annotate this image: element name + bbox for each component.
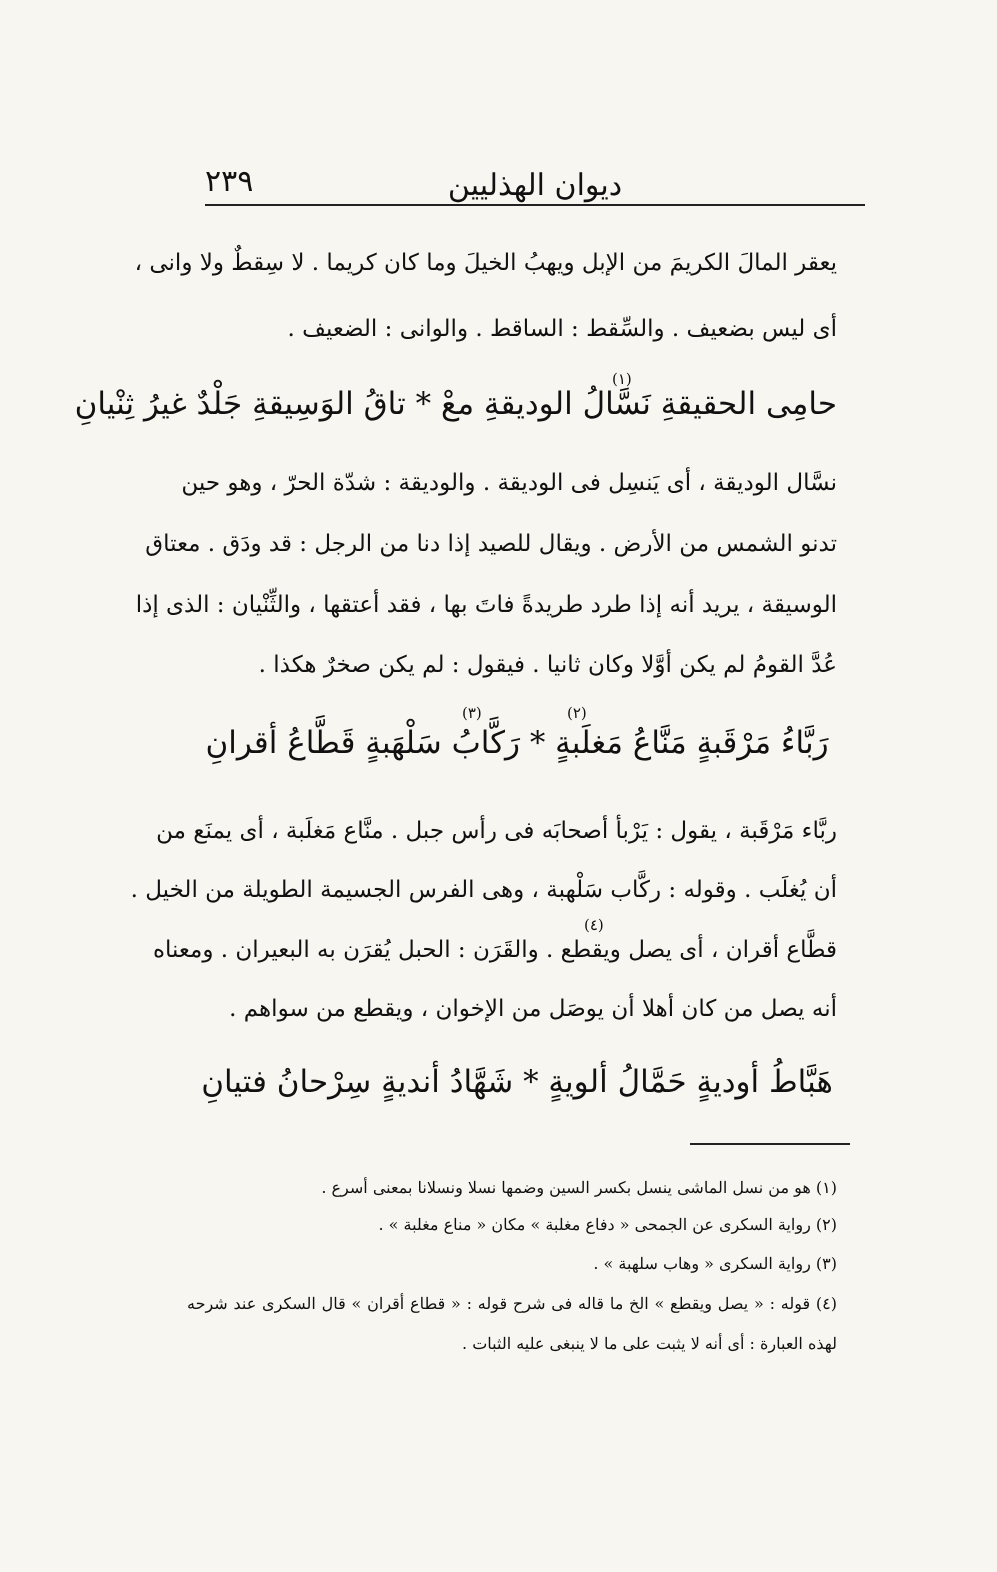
footnote: (٢) رواية السكرى عن الجمحى « دفاع مغلبة » مكان « مناع مغلبة » . xyxy=(378,1215,837,1234)
body-line: أى ليس بضعيف . والسِّقط : الساقط . والوانى : الضعيف . xyxy=(287,316,837,342)
body-line: يعقر المالَ الكريمَ من الإبل ويهبُ الخيلَ وما كان كريما . لا سِقطٌ ولا وانى ، xyxy=(134,250,837,276)
footnote-marker: (١) xyxy=(612,370,632,388)
footnote-marker: (٤) xyxy=(584,916,604,934)
commentary-line: عُدَّ القومُ لم يكن أوَّلا وكان ثانيا . فيقول : لم يكن صخرٌ هكذا . xyxy=(258,652,837,678)
commentary-line: أن يُغلَب . وقوله : ركَّاب سَلْهبة ، وهى الفرس الجسيمة الطويلة من الخيل . xyxy=(130,877,837,903)
running-title: ديوان الهذليين xyxy=(447,168,623,203)
verse-line: رَبَّاءُ مَرْقَبةٍ مَنَّاعُ مَغلَبةٍ * رَكَّابُ سَلْهَبةٍ قَطَّاعُ أقرانِ xyxy=(205,725,829,761)
footnote-marker: (٢) xyxy=(567,704,587,722)
footnote-marker: (٣) xyxy=(462,704,482,722)
commentary-line: ربَّاء مَرْقَبة ، يقول : يَرْبأ أصحابَه فى رأس جبل . منَّاع مَغلَبة ، أى يمنَع من xyxy=(156,818,837,844)
commentary-line: قطَّاع أقران ، أى يصل ويقطع . والقَرَن : الحبل يُقرَن به البعيران . ومعناه xyxy=(152,937,837,963)
commentary-line: تدنو الشمس من الأرض . ويقال للصيد إذا دنا من الرجل : قد ودَق . معتاق xyxy=(145,531,837,557)
footnote: (٣) رواية السكرى « وهاب سلهبة » . xyxy=(593,1254,837,1273)
page-number: ٢٣٩ xyxy=(205,164,254,199)
verse-line: حامِى الحقيقةِ نَسَّالُ الوديقةِ معْ * تاقُ الوَسِيقةِ جَلْدٌ غيرُ ثِنْيانِ xyxy=(74,386,837,422)
footnote: (٤) قوله : « يصل ويقطع » الخ ما قاله فى شرح قوله : « قطاع أقران » قال السكرى عند شرحه xyxy=(187,1294,837,1313)
verse-line: هَبَّاطُ أوديةٍ حَمَّالُ ألويةٍ * شَهَّادُ أنديةٍ سِرْحانُ فتيانِ xyxy=(201,1064,833,1100)
running-header xyxy=(205,160,865,206)
footnote: لهذه العبارة : أى أنه لا يثبت على ما لا ينبغى عليه الثبات . xyxy=(462,1334,837,1353)
footnote: (١) هو من نسل الماشى ينسل بكسر السين وضمها نسلا ونسلانا بمعنى أسرع . xyxy=(321,1178,837,1197)
commentary-line: الوسيقة ، يريد أنه إذا طرد طريدةً فاتَ بها ، فقد أعتقها ، والثِّنْيان : الذى إذا xyxy=(135,592,837,618)
commentary-line: أنه يصل من كان أهلا أن يوصَل من الإخوان ، ويقطع من سواهم . xyxy=(229,996,837,1022)
commentary-line: نسَّال الوديقة ، أى يَنسِل فى الوديقة . والوديقة : شدّة الحرّ ، وهو حين xyxy=(181,470,837,496)
footnote-rule xyxy=(690,1143,850,1145)
